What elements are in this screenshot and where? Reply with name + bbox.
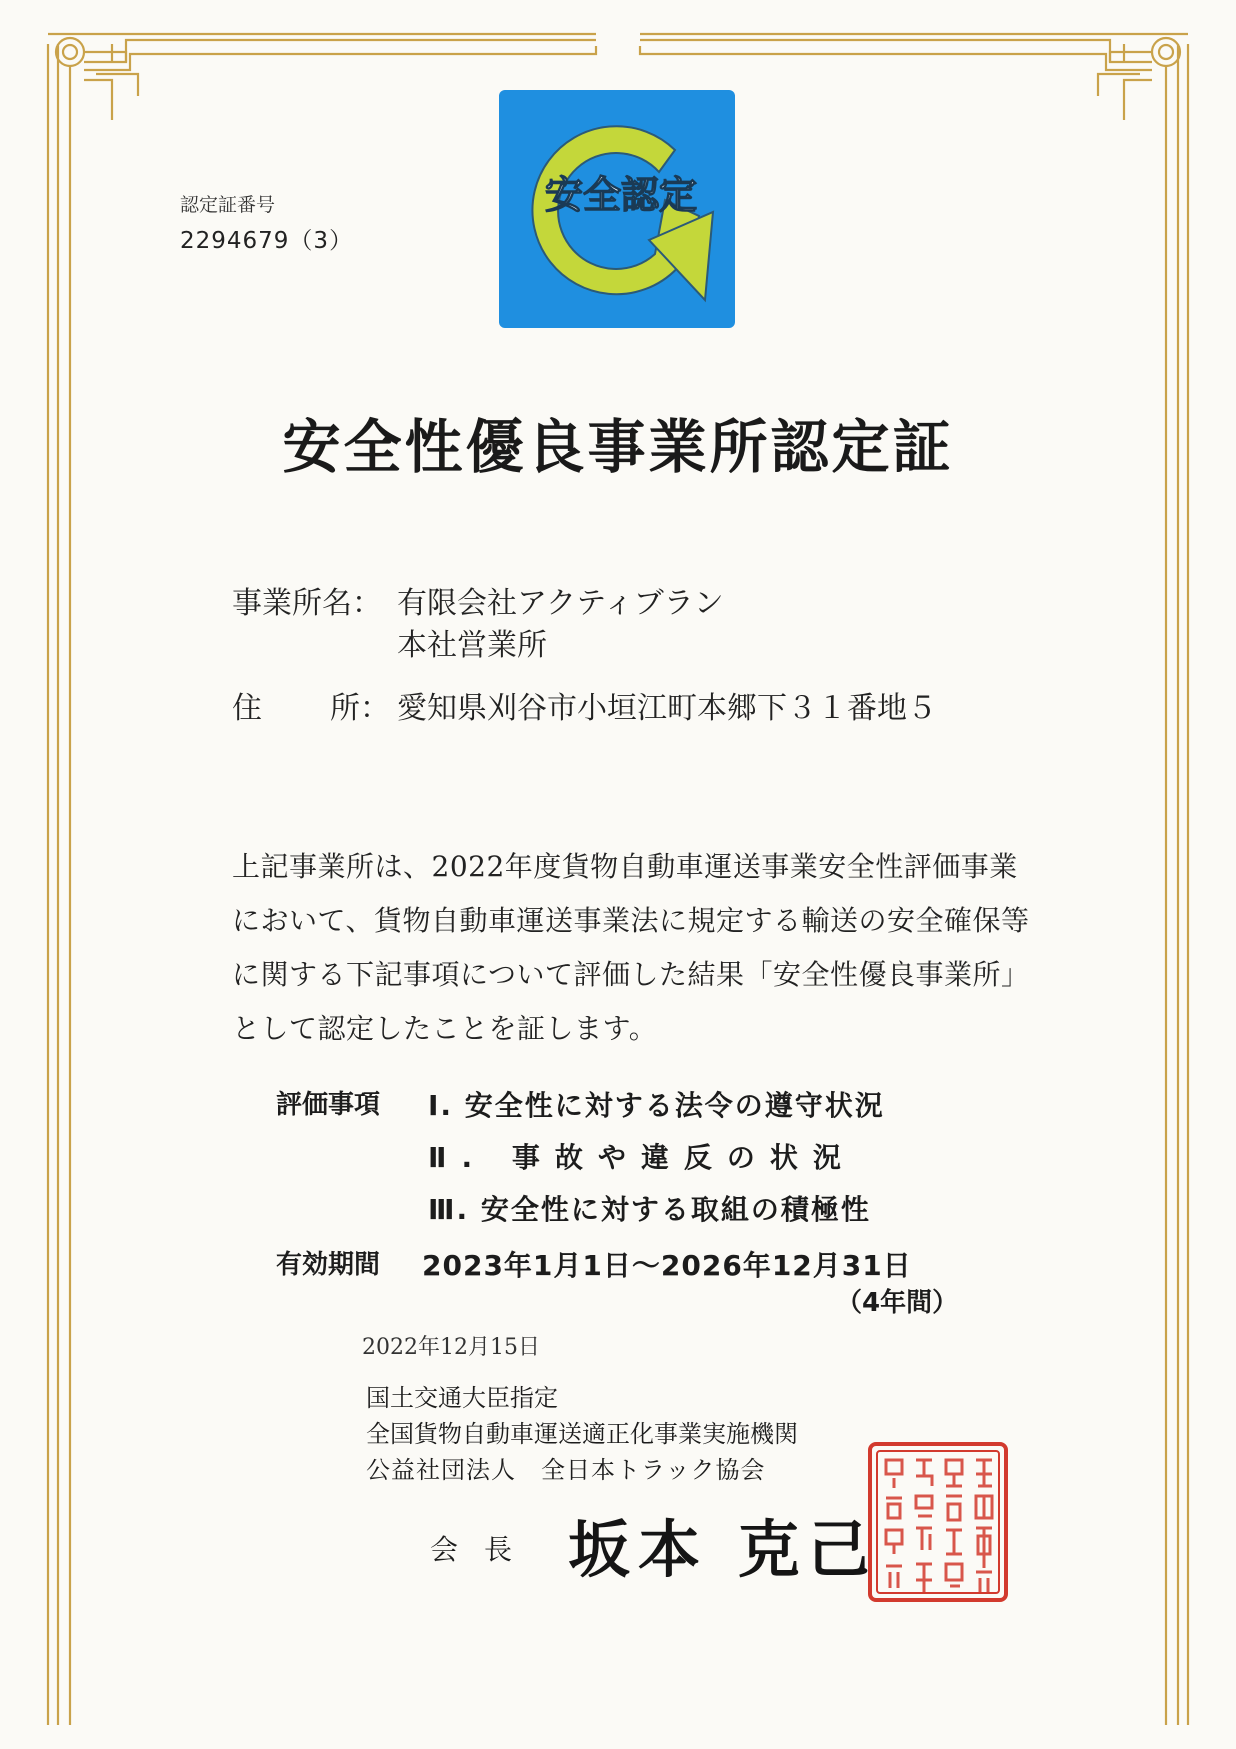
issuer-line-2: 全国貨物自動車運送適正化事業実施機関 — [366, 1420, 798, 1448]
certificate-number: 2294679（3） — [180, 228, 354, 254]
statement-line-4: として認定したことを証します。 — [232, 1012, 658, 1045]
validity-period: 2023年1月1日～2026年12月31日 — [422, 1249, 912, 1282]
official-seal — [866, 1440, 1010, 1604]
certificate-number-label: 認定証番号 — [180, 194, 276, 216]
validity-period-label: 有効期間 — [276, 1250, 381, 1280]
statement-line-3: に関する下記事項について評価した結果「安全性優良事業所」 — [232, 958, 1030, 991]
issuer-line-1: 国土交通大臣指定 — [366, 1384, 558, 1412]
logo-text: 安全認定 — [544, 173, 698, 217]
safety-certification-logo — [499, 90, 735, 328]
office-name-line1: 有限会社アクティブラン — [397, 586, 724, 621]
evaluation-item-3: Ⅲ. 安全性に対する取組の積極性 — [428, 1193, 871, 1226]
office-address: 愛知県刈谷市小垣江町本郷下３１番地５ — [397, 691, 937, 726]
signer-title: 会長 — [430, 1533, 539, 1566]
address-label-second-part: 所： — [330, 691, 390, 726]
evaluation-items-label: 評価事項 — [276, 1090, 381, 1120]
address-label-first-char: 住 — [232, 691, 262, 726]
statement-line-1: 上記事業所は、2022年度貨物自動車運送事業安全性評価事業 — [232, 850, 1018, 883]
statement-line-2: において、貨物自動車運送事業法に規定する輸送の安全確保等 — [232, 904, 1030, 937]
certification-statement — [232, 840, 1030, 1056]
certificate-title: 安全性優良事業所認定証 — [282, 413, 954, 481]
evaluation-item-2: Ⅱ. 事故や違反の状況 — [428, 1141, 856, 1174]
office-name-line2: 本社営業所 — [397, 628, 547, 663]
office-name-label: 事業所名： — [232, 586, 382, 621]
issuer-line-3: 公益社団法人 全日本トラック協会 — [366, 1456, 766, 1484]
validity-years: （4年間） — [836, 1288, 959, 1318]
evaluation-item-1: Ⅰ. 安全性に対する法令の遵守状況 — [428, 1089, 885, 1122]
signer-name: 坂本 克己 — [568, 1513, 878, 1586]
issue-date: 2022年12月15日 — [362, 1335, 540, 1360]
